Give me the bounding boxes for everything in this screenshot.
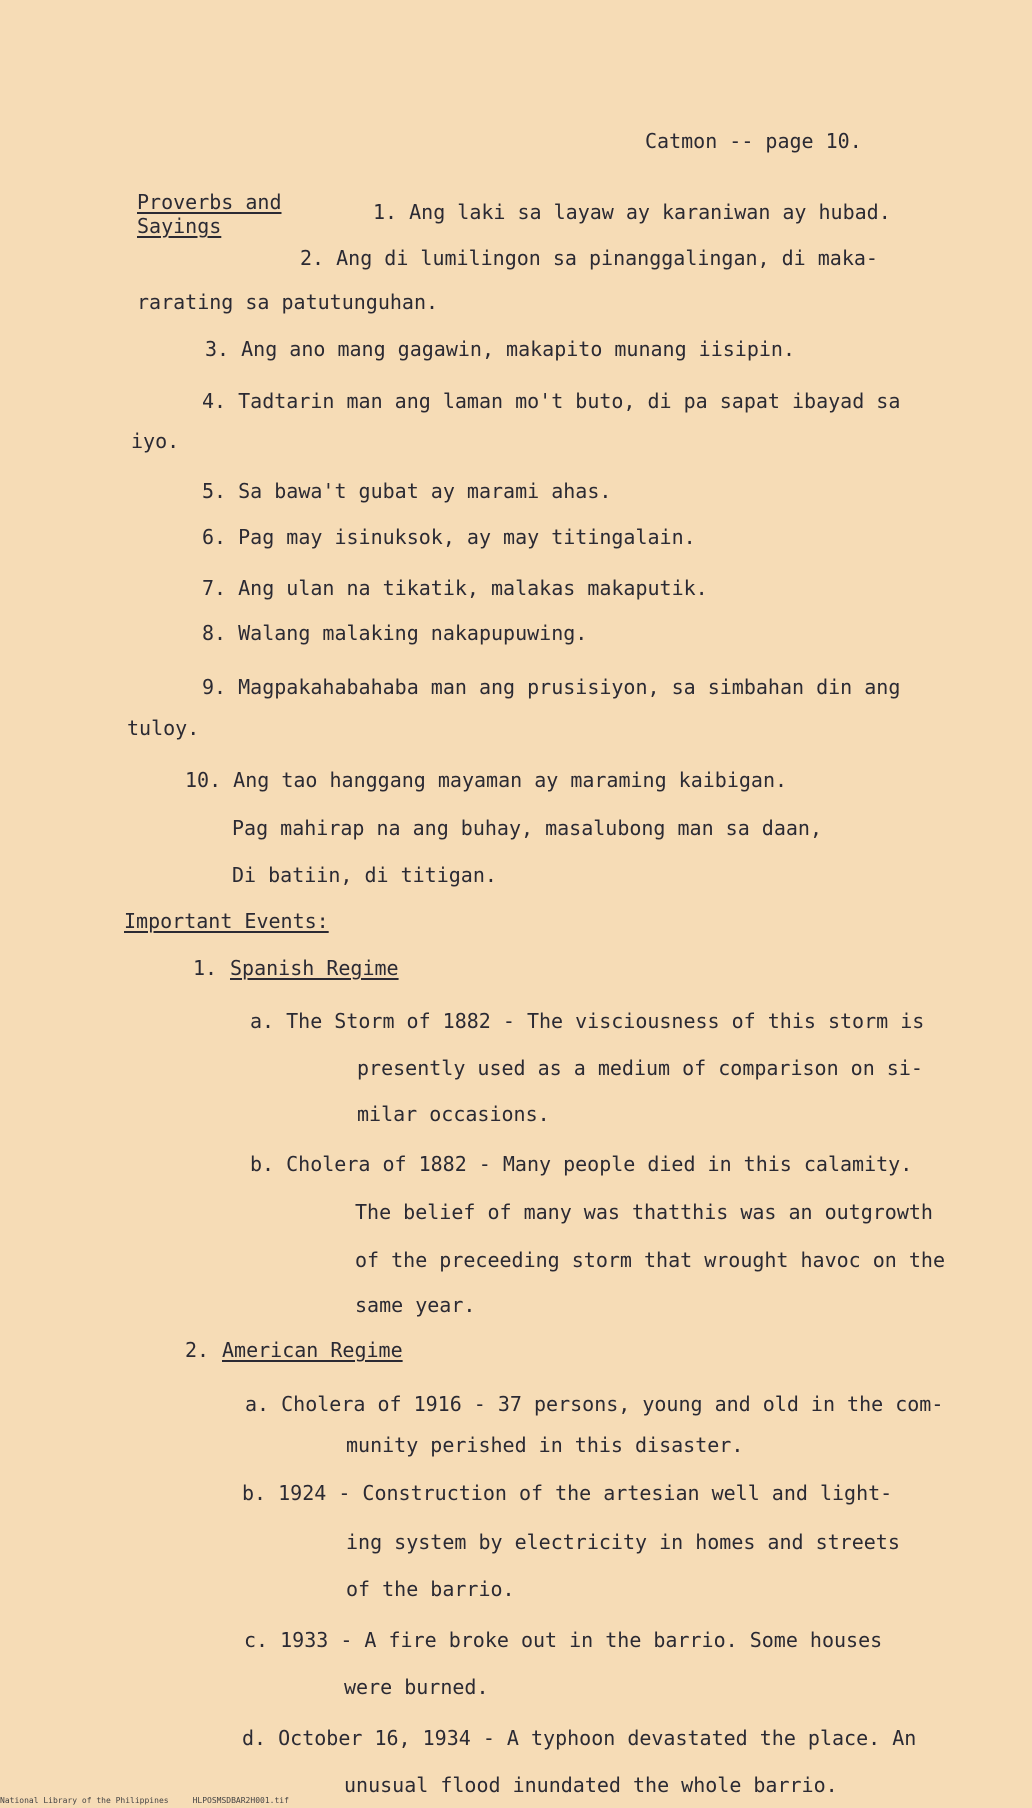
proverb-line: iyo.: [131, 429, 180, 453]
proverb-line: 7. Ang ulan na tikatik, malakas makaputik.: [202, 576, 708, 600]
proverbs-heading-line1: Proverbs and: [137, 190, 282, 214]
proverb-line: 4. Tadtarin man ang laman mo't buto, di pa sapat ibayad sa: [202, 389, 901, 413]
event-line: were burned.: [344, 1675, 489, 1699]
event-line: unusual flood inundated the whole barrio.: [344, 1773, 838, 1797]
proverb-line: Di batiin, di titigan.: [232, 863, 497, 887]
proverb-line: 3. Ang ano mang gagawin, makapito munang iisipin.: [205, 337, 796, 361]
proverb-line: 6. Pag may isinuksok, ay may titingalain.: [202, 525, 696, 549]
proverbs-heading-line2: Sayings: [137, 214, 222, 238]
event-line: a. Cholera of 1916 - 37 persons, young and old in the com-: [245, 1392, 944, 1416]
proverb-line: 10. Ang tao hanggang mayaman ay maraming kaibigan.: [185, 768, 788, 792]
event-line: of the barrio.: [346, 1577, 515, 1601]
spanish-regime-title: Spanish Regime: [230, 956, 399, 980]
proverb-line: Pag mahirap na ang buhay, masalubong man sa daan,: [232, 816, 823, 840]
regime-number: 2.: [185, 1338, 210, 1362]
event-line: ing system by electricity in homes and streets: [346, 1530, 900, 1554]
proverb-line: 5. Sa bawa't gubat ay marami ahas.: [202, 479, 612, 503]
event-line: same year.: [355, 1293, 476, 1317]
event-line: c. 1933 - A fire broke out in the barrio. Some houses: [244, 1628, 883, 1652]
event-line: b. 1924 - Construction of the artesian well and light-: [242, 1481, 893, 1505]
proverb-line: 9. Magpakahabahaba man ang prusisiyon, sa simbahan din ang: [202, 675, 901, 699]
page-label: Catmon -- page 10.: [645, 129, 862, 153]
proverb-line: tuloy.: [127, 716, 200, 740]
event-line: b. Cholera of 1882 - Many people died in this calamity.: [250, 1152, 913, 1176]
event-line: presently used as a medium of comparison on si-: [357, 1056, 923, 1080]
proverb-line: 8. Walang malaking nakapupuwing.: [202, 621, 588, 645]
event-line: d. October 16, 1934 - A typhoon devastated the place. An: [242, 1726, 917, 1750]
proverb-line: 1. Ang laki sa layaw ay karaniwan ay hubad.: [373, 200, 891, 224]
scan-footer: [0, 1796, 313, 1806]
american-regime-title: American Regime: [222, 1338, 403, 1362]
event-line: of the preceeding storm that wrought havoc on the: [355, 1248, 946, 1272]
regime-number: 1.: [193, 956, 218, 980]
event-line: milar occasions.: [357, 1102, 550, 1126]
proverb-line: 2. Ang di lumilingon sa pinanggalingan, di maka-: [300, 246, 878, 270]
footer-library: National Library of the Philippines: [0, 1796, 169, 1805]
events-heading: Important Events:: [124, 909, 329, 933]
event-line: a. The Storm of 1882 - The visciousness of this storm is: [250, 1009, 925, 1033]
event-line: The belief of many was thatthis was an outgrowth: [355, 1200, 933, 1224]
event-line: munity perished in this disaster.: [346, 1433, 744, 1457]
footer-file: HLPOSMSDBAR2H001.tif: [192, 1796, 289, 1805]
proverb-line: rarating sa patutunguhan.: [137, 290, 439, 314]
